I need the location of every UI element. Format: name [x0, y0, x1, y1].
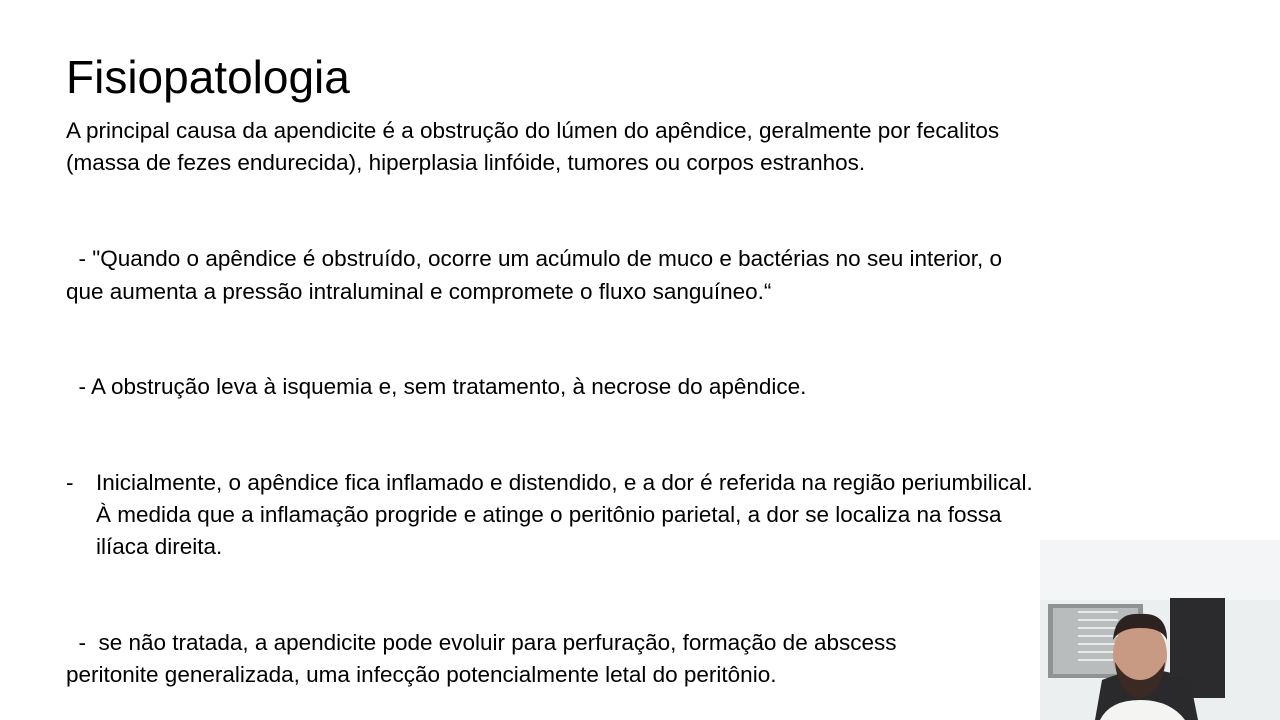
bullet-dash: - [66, 470, 74, 495]
paragraph-line: Inicialmente, o apêndice fica inflamado e distendido, e a dor é referida na região periumbilical. [96, 470, 1033, 495]
paragraph-line: À medida que a inflamação progride e atinge o peritônio parietal, a dor se localiza na fossa [96, 502, 1002, 527]
paragraph-line: que aumenta a pressão intraluminal e compromete o fluxo sanguíneo.“ [66, 279, 772, 304]
paragraph-line: - se não tratada, a apendicite pode evoluir para perfuração, formação de abscess [66, 630, 897, 655]
paragraph-line: ilíaca direita. [96, 534, 223, 559]
slide-title: Fisiopatologia [66, 51, 350, 103]
paragraph-line: A principal causa da apendicite é a obstrução do lúmen do apêndice, geralmente por fecalitos [66, 118, 1000, 143]
paragraph-line: (massa de fezes endurecida), hiperplasia linfóide, tumores ou corpos estranhos. [66, 150, 866, 175]
paragraph-line: peritonite generalizada, uma infecção potencialmente letal do peritônio. [66, 662, 777, 687]
paragraph-line: - A obstrução leva à isquemia e, sem tratamento, à necrose do apêndice. [66, 374, 807, 399]
webcam-overlay [1040, 540, 1280, 720]
webcam-video-icon [1040, 540, 1280, 720]
paragraph-line: - "Quando o apêndice é obstruído, ocorre um acúmulo de muco e bactérias no seu interior, o [66, 246, 1003, 271]
